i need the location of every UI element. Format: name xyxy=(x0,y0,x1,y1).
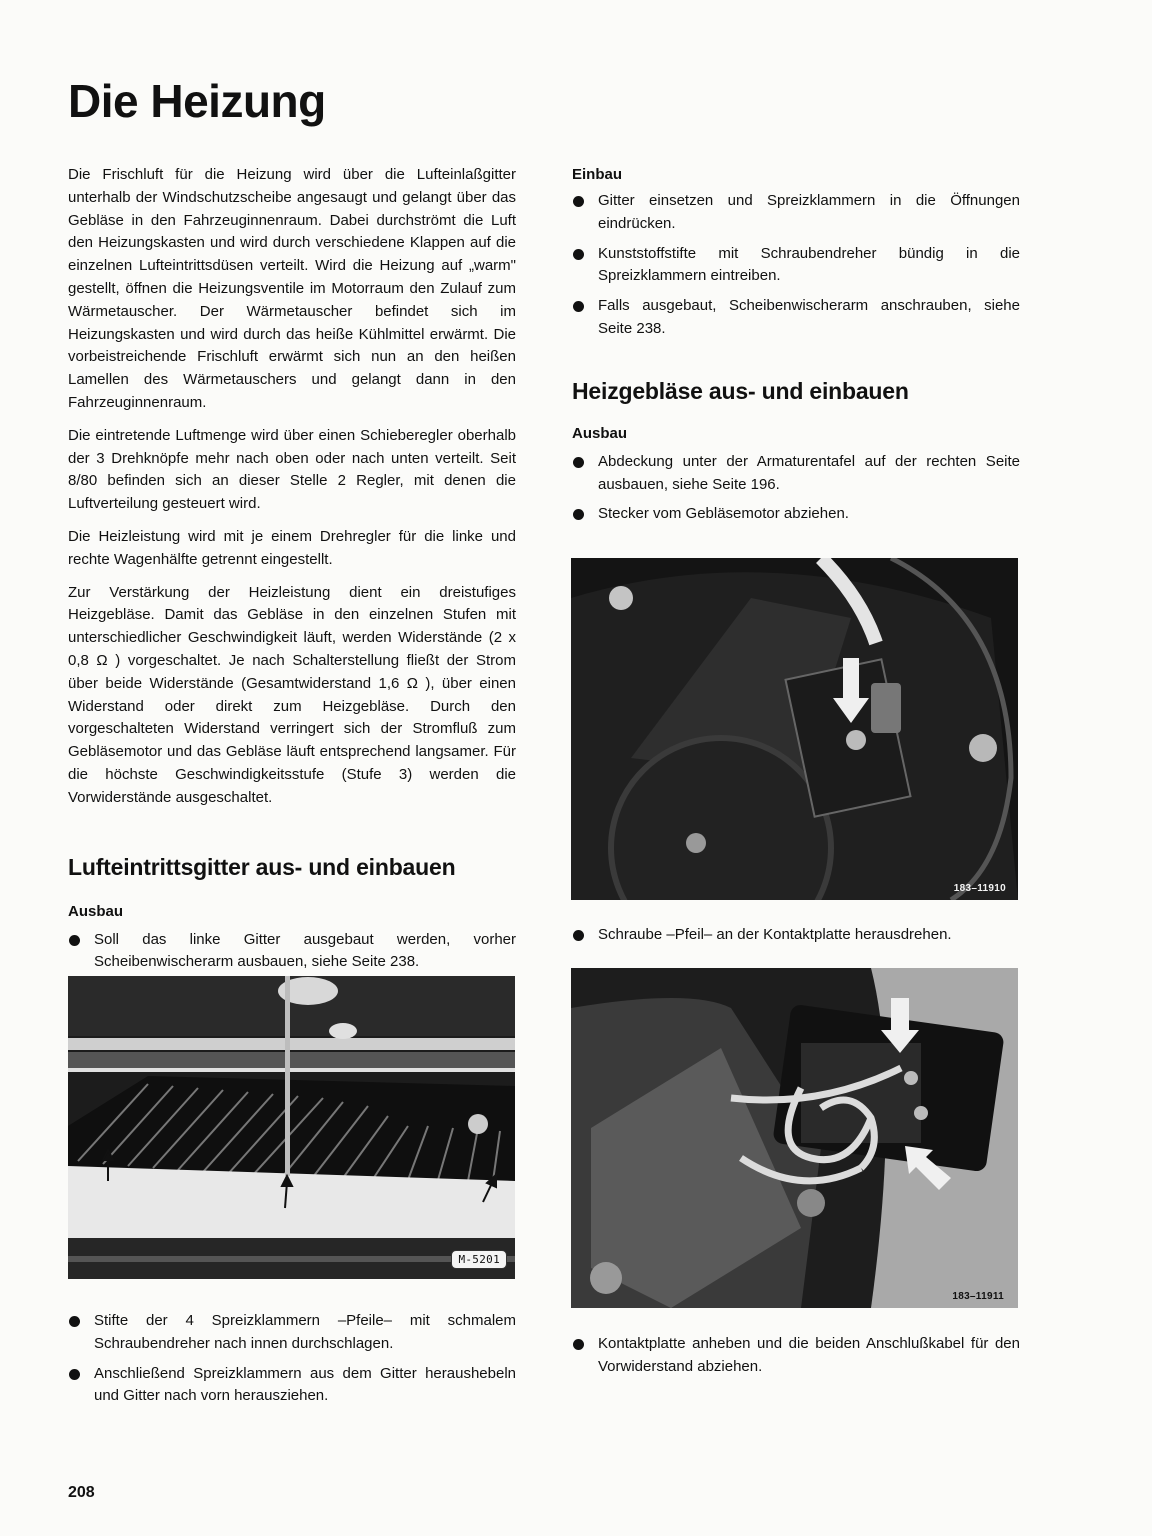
bullet-icon xyxy=(69,1316,80,1327)
subheading-ausbau: Ausbau xyxy=(572,424,628,442)
contact-plate-photo-illustration xyxy=(571,968,1018,1308)
grille-ausbau-list-after-photo xyxy=(68,1310,516,1408)
grille-ausbau-continued xyxy=(68,1310,516,1415)
list-item: Abdeckung unter der Armaturentafel auf der rechten Seite ausbauen, siehe Seite 196. xyxy=(572,451,1020,497)
left-column xyxy=(68,164,516,981)
intro-paragraph: Zur Verstärkung der Heizleistung dient ein dreistufiges Heizgebläse. Damit das Gebläse in den einzelnen Stufen mit unterschiedlicher Geschwindigkeit läuft, werden Widerstände (2 x 0,8 Ω ) vorgeschaltet. Je nach Schalterstellung fließt der Strom über beide Widerstände (Gesamtwiderstand 1,6 Ω ), über einen Widerstand oder direkt zum Heizgebläse. Durch den vorgeschalteten Widerstand verringert sich der Stromfluß zum Gebläsemotor und das Gebläse läuft entsprechend langsamer. Für die höchste Geschwindigkeitsstufe (Stufe 3) werden die Vorwiderstände ausgeschaltet. xyxy=(68,583,516,806)
list-item: Kontaktplatte anheben und die beiden Anschlußkabel für den Vorwiderstand abziehen. xyxy=(572,1333,1020,1379)
photo-contact-plate-lifted xyxy=(571,968,1018,1308)
blower-photo-illustration xyxy=(571,558,1018,900)
grille-photo-illustration xyxy=(68,976,515,1279)
page-number: 208 xyxy=(68,1484,95,1501)
photo-label: 183–11910 xyxy=(953,883,1006,894)
photo-label: 183–11911 xyxy=(952,1291,1004,1302)
bullet-icon xyxy=(573,930,584,941)
section-heading-grille: Lufteintrittsgitter aus- und einbauen xyxy=(68,853,456,880)
bullet-icon xyxy=(573,249,584,260)
bullet-icon xyxy=(69,1369,80,1380)
photo-grille xyxy=(68,976,515,1279)
intro-paragraph: Die eintretende Luftmenge wird über einen Schieberegler oberhalb der 3 Drehknöpfe mehr nach oben oder nach unten verteilt. Seit 8/80 befinden sich an dieser Stelle 2 Regler, mit denen die Luftverteilung gesteuert wird. xyxy=(68,426,516,513)
bullet-icon xyxy=(573,1339,584,1350)
bullet-icon xyxy=(573,457,584,468)
bullet-icon xyxy=(573,509,584,520)
list-item: Stecker vom Gebläsemotor abziehen. xyxy=(572,503,1020,526)
subheading-einbau: Einbau xyxy=(572,166,623,183)
right-column xyxy=(572,164,1020,533)
blower-step-after-photo2 xyxy=(572,1333,1020,1386)
intro-paragraph: Die Heizleistung wird mit je einem Drehregler für die linke und rechte Wagenhälfte getrennt eingestellt. xyxy=(68,527,516,568)
section-heading-blower: Heizgebläse aus- und einbauen xyxy=(572,377,909,404)
list-item: Falls ausgebaut, Scheibenwischerarm anschrauben, siehe Seite 238. xyxy=(572,295,1020,341)
page-title: Die Heizung xyxy=(68,75,326,127)
blower-ausbau-list-2 xyxy=(572,924,1020,947)
intro-paragraph: Die Frischluft für die Heizung wird über die Lufteinlaßgitter unterhalb der Windschutzscheibe angesaugt und gelangt über das Gebläse in den Fahrzeuginnenraum. Dabei durchströmt die Luft den Heizungskasten und wird durch verschiedene Klappen auf die einzelnen Lufteintrittsdüsen verteilt. Wird die Heizung auf „warm" gestellt, öffnen die Heizungsventile im Motorraum den Zulauf zum Wärmetauscher. Der Wärmetauscher befindet sich im Heizungskasten und wird durch das heiße Kühlmittel erwärmt. Die vorbeistreichende Frischluft erwärmt sich nun an den heißen Lamellen des Wärmetauschers und gelangt dann in den Fahrzeuginnenraum. xyxy=(68,166,516,411)
grille-einbau-list xyxy=(572,190,1020,341)
grille-ausbau-list xyxy=(68,929,516,975)
list-item: Soll das linke Gitter ausgebaut werden, vorher Scheibenwischerarm ausbauen, siehe Seite 238. xyxy=(68,929,516,975)
blower-step-after-photo1 xyxy=(572,924,1020,954)
subheading-ausbau: Ausbau xyxy=(68,902,124,920)
list-item: Schraube –Pfeil– an der Kontaktplatte herausdrehen. xyxy=(572,924,1020,947)
bullet-icon xyxy=(69,935,80,946)
list-item: Gitter einsetzen und Spreizklammern in die Öffnungen eindrücken. xyxy=(572,190,1020,236)
photo-blower-contact-plate xyxy=(571,558,1018,900)
list-item: Kunststoffstifte mit Schraubendreher bündig in die Spreizklammern eintreiben. xyxy=(572,243,1020,289)
bullet-icon xyxy=(573,196,584,207)
blower-ausbau-list xyxy=(572,451,1020,526)
bullet-icon xyxy=(573,301,584,312)
list-item: Stifte der 4 Spreizklammern –Pfeile– mit schmalem Schraubendreher nach innen durchschlagen. xyxy=(68,1310,516,1356)
blower-ausbau-list-3 xyxy=(572,1333,1020,1379)
photo-label: M-5201 xyxy=(451,1250,507,1269)
list-item: Anschließend Spreizklammern aus dem Gitter heraushebeln und Gitter nach vorn herausziehen. xyxy=(68,1363,516,1409)
